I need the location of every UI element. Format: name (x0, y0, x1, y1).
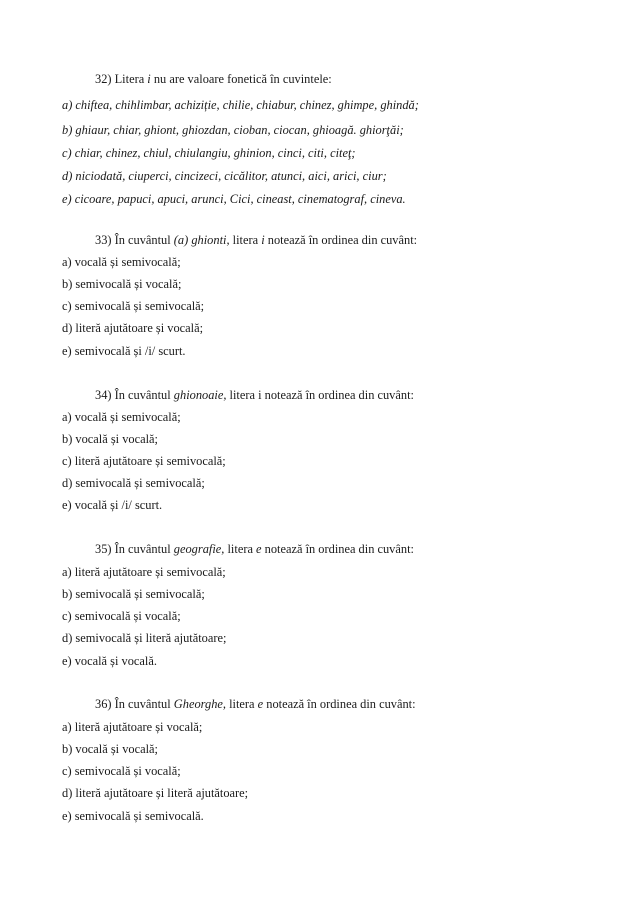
question-33-option-a: a) vocală și semivocală; (62, 255, 181, 269)
question-36-option-b: b) vocală și vocală; (62, 742, 158, 756)
question-34-option-b: b) vocală și vocală; (62, 432, 158, 446)
question-34-option-e: e) vocală și /i/ scurt. (62, 498, 163, 512)
question-32-stem: 32) Litera i nu are valoare fonetică în cuvintele: (95, 72, 332, 86)
question-36-option-d: d) literă ajutătoare și literă ajutătoare; (62, 786, 249, 800)
question-33-option-b: b) semivocală și vocală; (62, 277, 182, 291)
question-35-option-d: d) semivocală și literă ajutătoare; (62, 631, 227, 645)
question-35-option-b: b) semivocală și semivocală; (62, 587, 205, 601)
question-32-option-e: e) cicoare, papuci, apuci, arunci, Cici, cineast, cinematograf, cineva. (62, 192, 406, 206)
question-34-option-a: a) vocală și semivocală; (62, 410, 181, 424)
question-34-option-d: d) semivocală și semivocală; (62, 476, 205, 490)
question-32-option-d: d) niciodată, ciuperci, cincizeci, cicălitor, atunci, aici, arici, ciur; (62, 169, 387, 183)
question-36-stem: 36) În cuvântul Gheorghe, litera e notează în ordinea din cuvânt: (95, 697, 416, 711)
question-35-option-e: e) vocală și vocală. (62, 654, 157, 668)
question-35-stem: 35) În cuvântul geografie, litera e notează în ordinea din cuvânt: (95, 542, 414, 556)
question-34-option-c: c) literă ajutătoare și semivocală; (62, 454, 226, 468)
question-33-stem: 33) În cuvântul (a) ghionti, litera i notează în ordinea din cuvânt: (95, 233, 418, 247)
question-36-option-a: a) literă ajutătoare și vocală; (62, 720, 203, 734)
question-34-stem: 34) În cuvântul ghionoaie, litera i notează în ordinea din cuvânt: (95, 388, 414, 402)
question-33-option-c: c) semivocală și semivocală; (62, 299, 205, 313)
question-36-option-e: e) semivocală și semivocală. (62, 809, 204, 823)
question-35-option-a: a) literă ajutătoare și semivocală; (62, 565, 226, 579)
question-33-option-e: e) semivocală și /i/ scurt. (62, 344, 186, 358)
question-35-option-c: c) semivocală și vocală; (62, 609, 181, 623)
question-33-option-d: d) literă ajutătoare și vocală; (62, 321, 204, 335)
question-32-option-a: a) chiftea, chihlimbar, achiziție, chilie, chiabur, chinez, ghimpe, ghindă; (62, 98, 419, 112)
question-32-option-c: c) chiar, chinez, chiul, chiulangiu, ghinion, cinci, citi, citeţ; (62, 146, 356, 160)
question-32-option-b: b) ghiaur, chiar, ghiont, ghiozdan, cioban, ciocan, ghioagă. ghiorţăi; (62, 123, 404, 137)
question-36-option-c: c) semivocală și vocală; (62, 764, 181, 778)
